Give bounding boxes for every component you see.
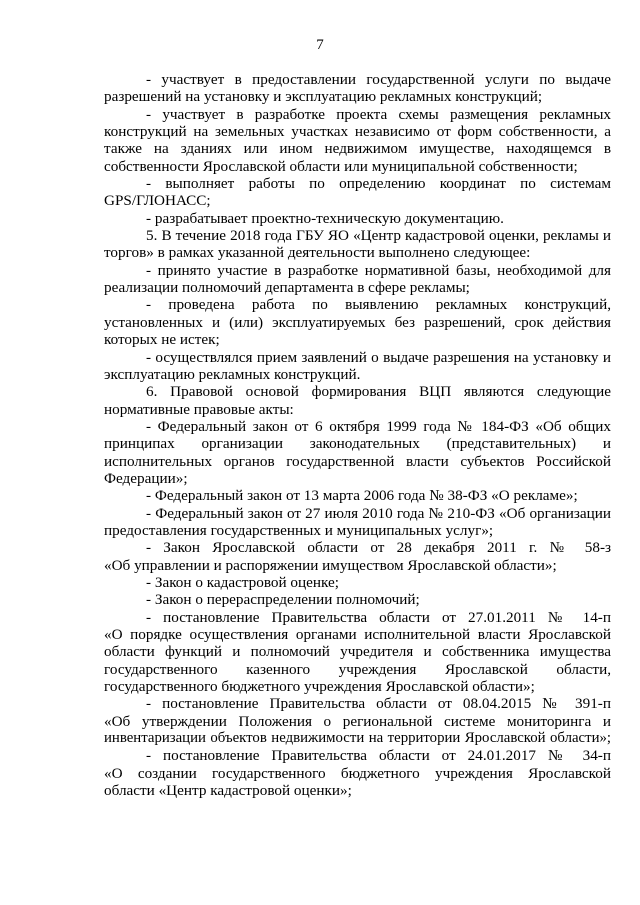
text-line: области функций и полномочий учредителя и собственника имущества (104, 643, 611, 661)
text-line: - выполняет работы по определению координат по системам (146, 175, 611, 193)
text-line: - Федеральный закон от 27 июля 2010 года № 210-ФЗ «Об организации (146, 504, 611, 522)
text-line: 6. Правовой основой формирования ВЦП являются следующие (146, 383, 611, 401)
text-line: «О создании государственного бюджетного учреждения Ярославской (104, 764, 611, 782)
text-line: инвентаризации объектов недвижимости на территории Ярославской области»; (104, 730, 611, 747)
text-line: предоставления государственных и муниципальных услуг»; (104, 521, 494, 539)
text-line: - Закон о перераспределении полномочий; (146, 591, 420, 609)
text-line: «Об управлении и распоряжении имуществом Ярославской области»; (104, 556, 557, 574)
text-line: «Об утверждении Положения о региональной системе мониторинга и (104, 712, 611, 730)
text-line: - Закон о кадастровой оценке; (146, 573, 339, 591)
text-line: торгов» в рамках указанной деятельности выполнено следующее: (104, 244, 531, 262)
text-line: - постановление Правительства области от 08.04.2015 № 391-п (146, 695, 611, 713)
text-line: - постановление Правительства области от 24.01.2017 № 34-п (146, 747, 611, 765)
text-line: - принято участие в разработке нормативной базы, необходимой для (146, 261, 611, 279)
text-line: установленных и (или) эксплуатируемых без разрешений, срок действия (104, 313, 611, 331)
text-line: также на зданиях или ином недвижимом имуществе, находящемся в (104, 140, 611, 158)
text-line: государственного бюджетного учреждения Ярославской области»; (104, 678, 535, 696)
text-line: принципах организации законодательных (представительных) и (104, 435, 611, 453)
text-line: государственного казенного учреждения Ярославской области, (104, 660, 611, 678)
text-line: - проведена работа по выявлению рекламных конструкций, (146, 296, 611, 314)
text-line: реализации полномочий департамента в сфере рекламы; (104, 279, 470, 297)
text-line: области «Центр кадастровой оценки»; (104, 782, 352, 800)
text-line: которых не истек; (104, 331, 220, 349)
text-line: Федерации»; (104, 469, 188, 487)
text-line: GPS/ГЛОНАСС; (104, 192, 211, 210)
text-line: разрешений на установку и эксплуатацию рекламных конструкций; (104, 88, 543, 106)
document-body (104, 71, 611, 799)
text-line: 5. В течение 2018 года ГБУ ЯО «Центр кадастровой оценки, рекламы и (146, 227, 611, 245)
text-line: - разрабатывает проектно-техническую документацию. (146, 209, 504, 227)
text-line: - Закон Ярославской области от 28 декабря 2011 г. № 58-з (146, 539, 611, 557)
text-line: собственности Ярославской области или муниципальной собственности; (104, 157, 578, 175)
text-line: - участвует в предоставлении государственной услуги по выдаче (146, 71, 611, 88)
text-line: - постановление Правительства области от 27.01.2011 № 14-п (146, 608, 611, 626)
text-line: - осуществлялся прием заявлений о выдаче разрешения на установку и (146, 348, 611, 366)
page-number: 7 (316, 37, 324, 53)
text-line: - участвует в разработке проекта схемы размещения рекламных (146, 105, 611, 123)
text-line: конструкций на земельных участках независимо от форм собственности, а (104, 123, 611, 141)
text-line: - Федеральный закон от 6 октября 1999 года № 184-ФЗ «Об общих (146, 417, 611, 435)
text-line: исполнительных органов государственной власти субъектов Российской (104, 452, 611, 470)
text-line: нормативные правовые акты: (104, 400, 294, 418)
text-line: «О порядке осуществления органами исполнительной власти Ярославской (104, 626, 611, 643)
text-line: эксплуатацию рекламных конструкций. (104, 365, 361, 383)
text-line: - Федеральный закон от 13 марта 2006 года № 38-ФЗ «О рекламе»; (146, 487, 578, 505)
